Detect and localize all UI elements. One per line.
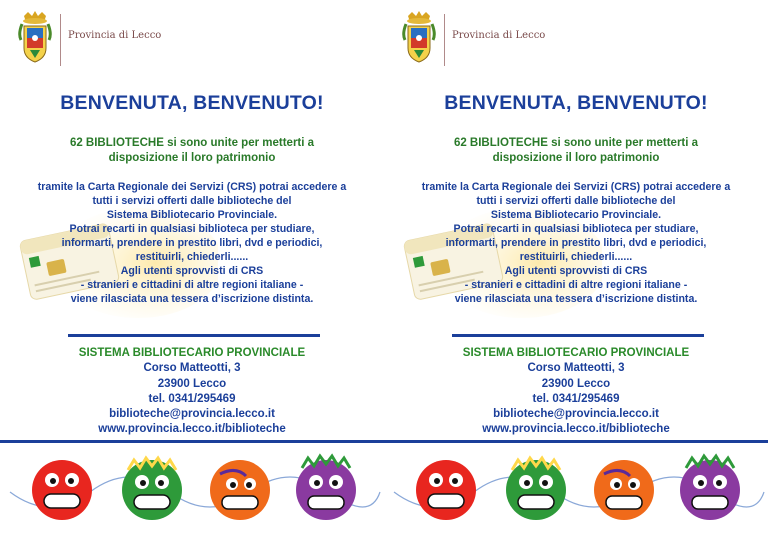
body-line: informarti, prendere in prestito libri, dvd e periodici, (445, 237, 707, 249)
subtitle-line-1: si sono unite per metterti a (547, 137, 699, 149)
body-line: viene rilasciata una tessera d’iscrizione distinta. (70, 293, 314, 305)
red-smiley-face-icon (416, 460, 476, 520)
subtitle-count: 62 BIBLIOTECHE (69, 137, 164, 149)
province-name: Provincia di Lecco (68, 30, 162, 41)
contact-address: Corso Matteotti, 3 (143, 362, 241, 375)
body-line: tramite la Carta Regionale dei Servizi (CRS) potrai accedere a (37, 181, 347, 193)
red-smiley-face-icon (32, 460, 92, 520)
subtitle-line-2: disposizione il loro patrimonio (108, 152, 276, 164)
body-line: restituirli, chiederli...... (519, 251, 633, 263)
logo-divider (60, 14, 61, 66)
page-title: BENVENUTA, BENVENUTO! (60, 92, 324, 114)
body-line: viene rilasciata una tessera d’iscrizione distinta. (454, 293, 698, 305)
body-line: restituirli, chiederli...... (135, 251, 249, 263)
body-text (14, 180, 370, 306)
page-divider (0, 440, 768, 443)
subtitle-line-1: si sono unite per metterti a (163, 137, 315, 149)
flyer-right (384, 0, 768, 543)
contact-email-link[interactable]: biblioteche@provincia.lecco.it (109, 408, 275, 421)
body-line: tutti i servizi offerti dalle biblioteche del (92, 195, 292, 207)
body-line: - stranieri e cittadini di altre regioni italiane - (464, 279, 688, 291)
smiley-faces-strip (384, 452, 768, 532)
body-line: tutti i servizi offerti dalle biblioteche del (476, 195, 676, 207)
subtitle (424, 136, 728, 166)
province-logo (18, 10, 161, 66)
body-line: Sistema Bibliotecario Provinciale. (106, 209, 278, 221)
section-divider (68, 334, 320, 337)
body-text (398, 180, 754, 306)
body-line: Agli utenti sprovvisti di CRS (120, 265, 264, 277)
contact-block (0, 346, 384, 438)
green-smiley-face-icon (122, 458, 182, 520)
purple-smiley-face-icon (680, 456, 740, 520)
contact-phone[interactable]: tel. 0341/295469 (532, 392, 620, 405)
province-logo (402, 10, 545, 66)
contact-org: SISTEMA BIBLIOTECARIO PROVINCIALE (78, 347, 306, 359)
body-line: - stranieri e cittadini di altre regioni italiane - (80, 279, 304, 291)
contact-email-link[interactable]: biblioteche@provincia.lecco.it (493, 408, 659, 421)
subtitle-count: 62 BIBLIOTECHE (453, 137, 548, 149)
body-line: Sistema Bibliotecario Provinciale. (490, 209, 662, 221)
contact-org: SISTEMA BIBLIOTECARIO PROVINCIALE (462, 347, 690, 359)
logo-divider (444, 14, 445, 66)
province-crest-icon (18, 10, 52, 66)
province-name: Provincia di Lecco (452, 30, 546, 41)
purple-smiley-face-icon (296, 456, 356, 520)
contact-block (384, 346, 768, 438)
body-line: Agli utenti sprovvisti di CRS (504, 265, 648, 277)
body-line: informarti, prendere in prestito libri, dvd e periodici, (61, 237, 323, 249)
subtitle (40, 136, 344, 166)
page-title: BENVENUTA, BENVENUTO! (444, 92, 708, 114)
section-divider (452, 334, 704, 337)
orange-smiley-face-icon (594, 460, 654, 520)
body-line: Potrai recarti in qualsiasi biblioteca per studiare, (453, 223, 699, 235)
contact-website-link[interactable]: www.provincia.lecco.it/biblioteche (98, 423, 286, 436)
subtitle-line-2: disposizione il loro patrimonio (492, 152, 660, 164)
body-line: tramite la Carta Regionale dei Servizi (CRS) potrai accedere a (421, 181, 731, 193)
contact-website-link[interactable]: www.provincia.lecco.it/biblioteche (482, 423, 670, 436)
orange-smiley-face-icon (210, 460, 270, 520)
body-line: Potrai recarti in qualsiasi biblioteca per studiare, (69, 223, 315, 235)
contact-city: 23900 Lecco (157, 377, 227, 390)
green-smiley-face-icon (506, 458, 566, 520)
smiley-faces-strip (0, 452, 384, 532)
contact-phone[interactable]: tel. 0341/295469 (148, 392, 236, 405)
province-crest-icon (402, 10, 436, 66)
contact-city: 23900 Lecco (541, 377, 611, 390)
contact-address: Corso Matteotti, 3 (527, 362, 625, 375)
